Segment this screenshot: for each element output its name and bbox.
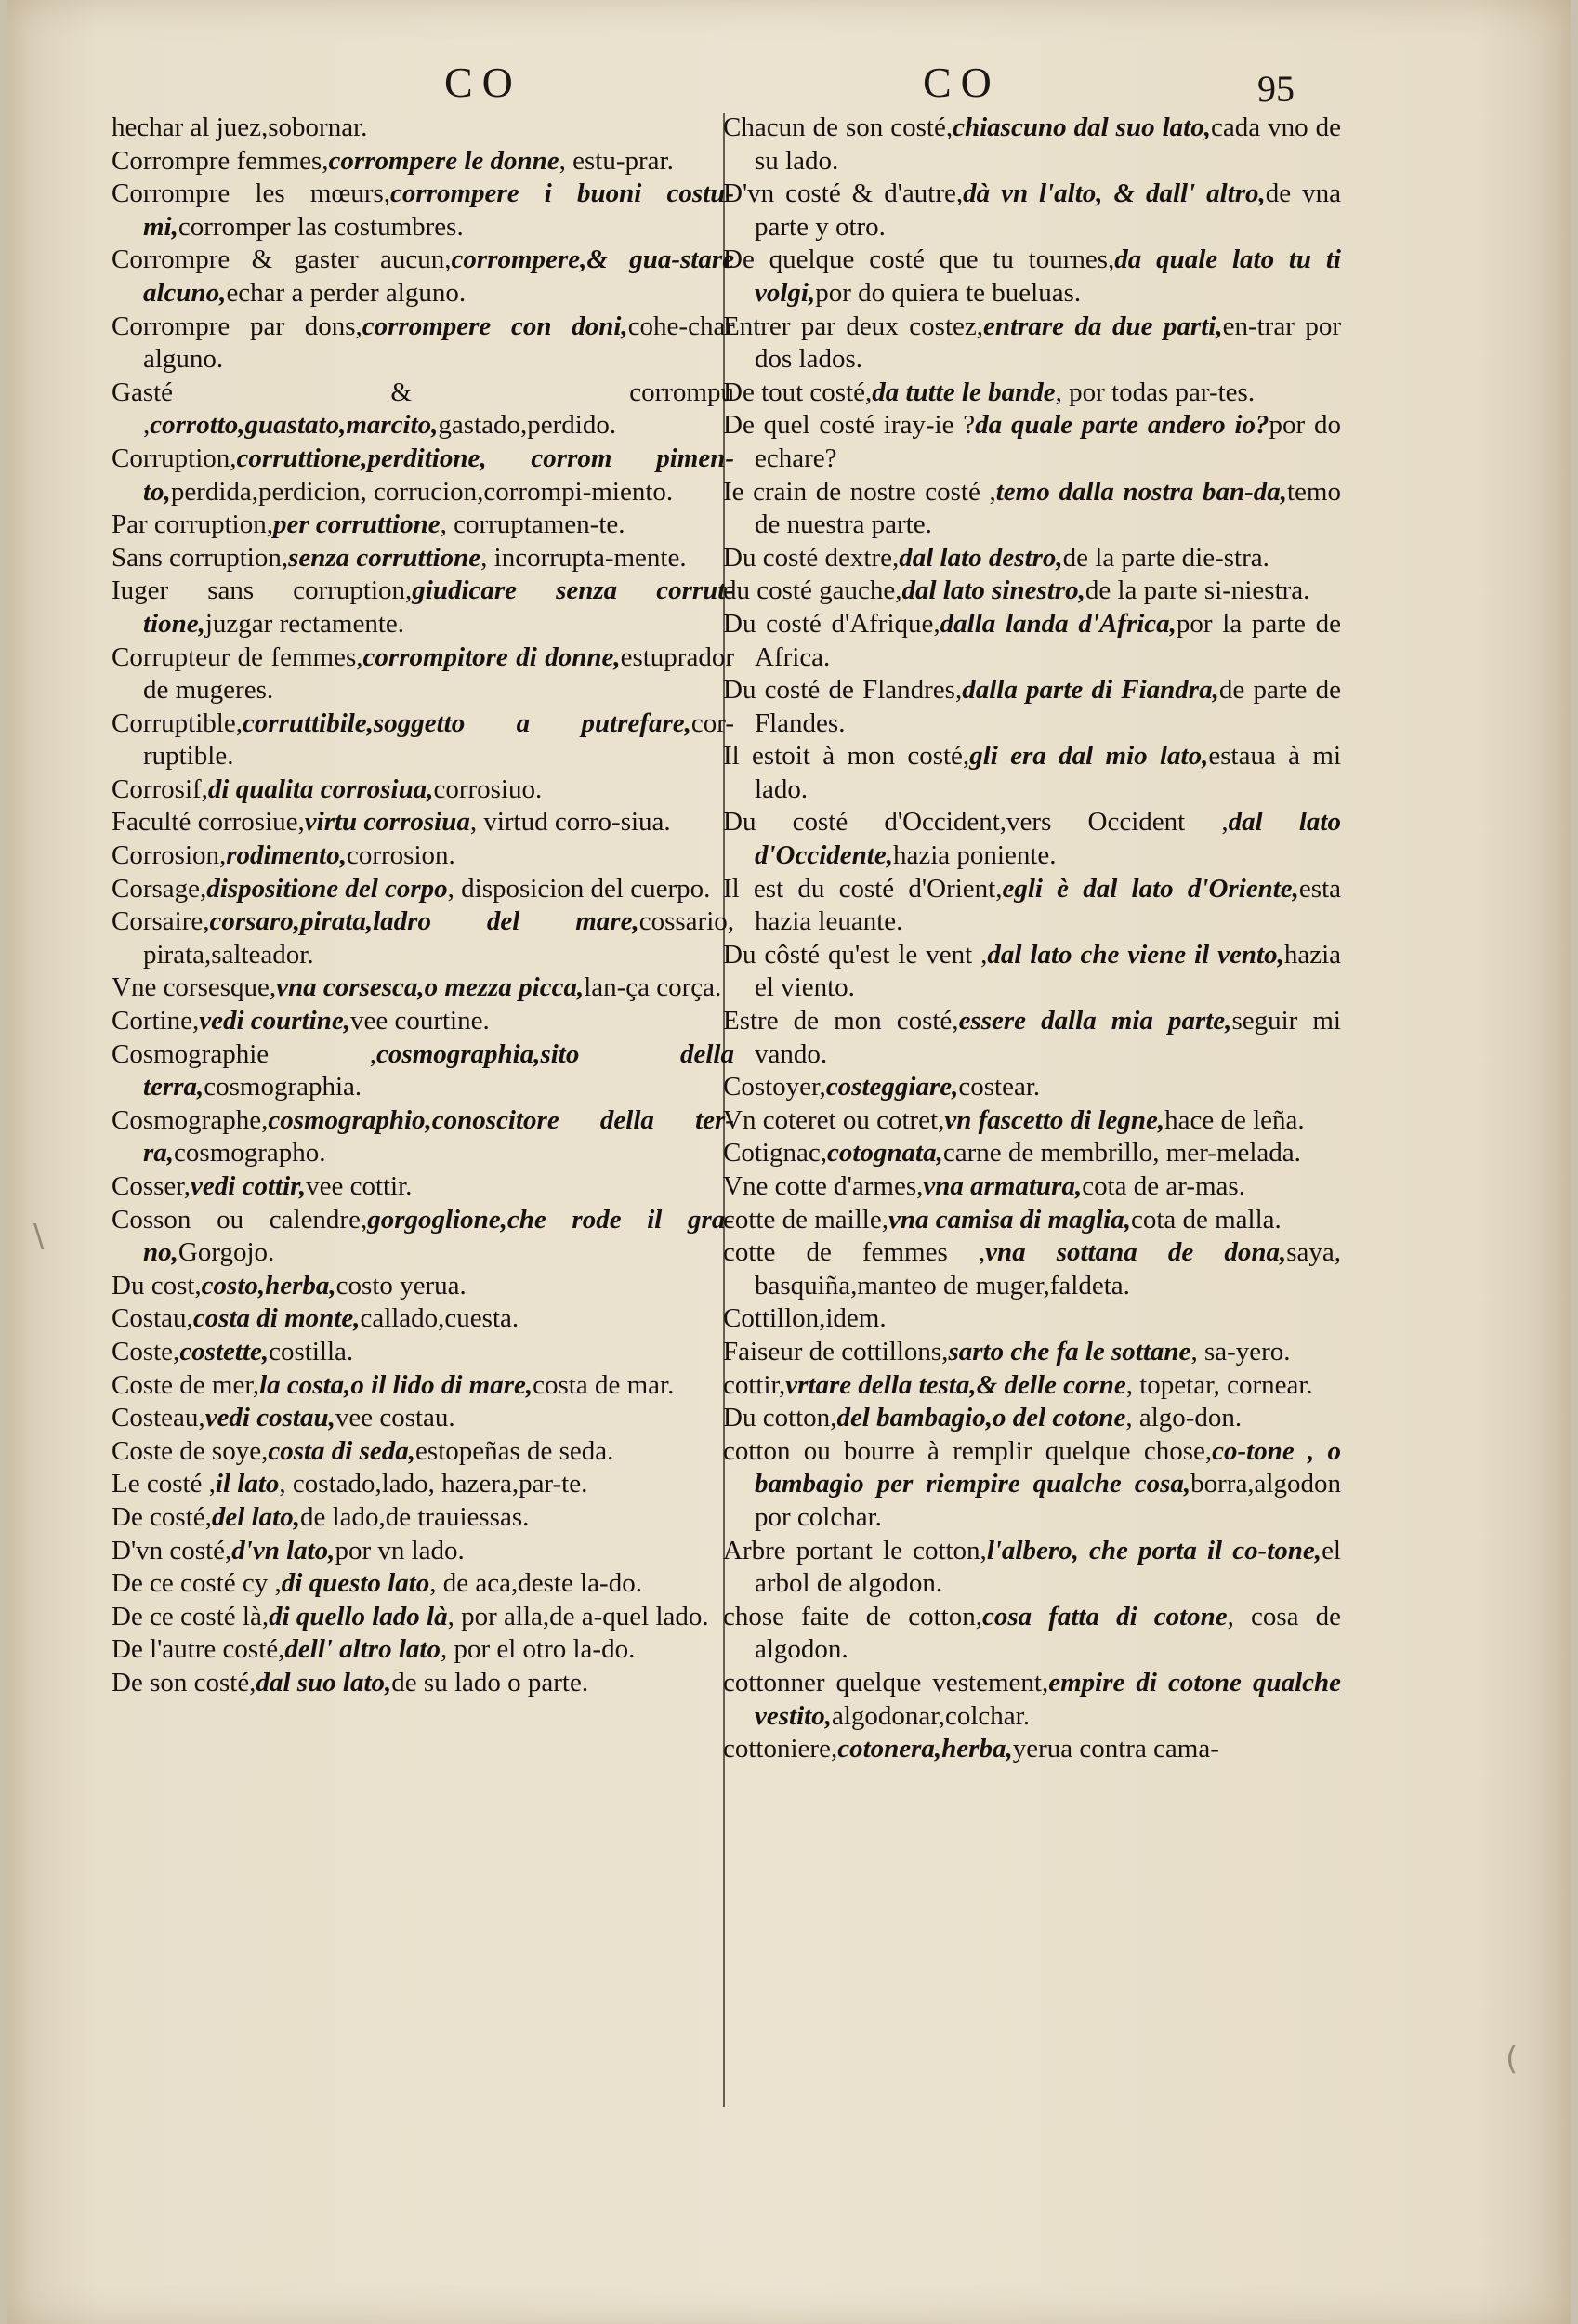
italian-translation: entrare da due parti,	[983, 310, 1223, 341]
dictionary-entry	[112, 1005, 734, 1038]
dictionary-entry	[723, 608, 1341, 674]
spanish-translation: , topetar, cornear.	[1125, 1369, 1313, 1400]
french-term: Corrompre & gaster aucun,	[112, 244, 452, 275]
spanish-translation: cada vno de su lado.	[755, 112, 1341, 176]
italian-translation: costette,	[179, 1336, 270, 1367]
dictionary-entry	[112, 1633, 734, 1667]
french-term: Cotignac,	[723, 1138, 827, 1169]
spanish-translation: , por alla,de a-quel lado.	[447, 1601, 709, 1631]
dictionary-entry	[112, 1435, 734, 1469]
dictionary-entry	[723, 1204, 1341, 1237]
italian-translation: da quale lato tu ti volgi,	[755, 244, 1341, 308]
spanish-translation: , cosa de algodon.	[755, 1601, 1341, 1665]
french-term: cotte de femmes ,	[723, 1237, 986, 1268]
dictionary-entry	[723, 112, 1341, 178]
italian-translation: di qualita corrosiua,	[207, 773, 434, 804]
italian-translation: corruttione,perditione, corrom pimen-to,	[143, 442, 734, 507]
spanish-translation: saya, basquiña,manteo de muger,faldeta.	[755, 1237, 1341, 1301]
page-number: 95	[1257, 68, 1295, 110]
french-term: Ie crain de nostre costé ,	[723, 476, 996, 507]
spanish-translation: , sa-yero.	[1190, 1336, 1291, 1367]
spanish-translation: de la parte si-niestra.	[1085, 575, 1310, 606]
dictionary-entry	[723, 1137, 1341, 1170]
dictionary-entry	[723, 1302, 1341, 1336]
italian-translation: dal suo lato,	[256, 1667, 392, 1697]
dictionary-entry	[112, 1667, 734, 1700]
book-page	[7, 0, 1571, 2324]
spanish-translation: cosmographia.	[204, 1072, 362, 1103]
italian-translation: cotonera,herba,	[837, 1734, 1013, 1764]
spanish-translation: perdida,perdicion, corrucion,corrompi-miento.	[170, 476, 674, 507]
french-term: D'vn costé & d'autre,	[723, 178, 964, 209]
spanish-translation: el arbol de algodon.	[755, 1535, 1341, 1599]
french-term: Costau,	[112, 1303, 193, 1334]
italian-translation: corsaro,pirata,ladro del mare,	[209, 906, 639, 937]
french-term: De l'autre costé,	[112, 1634, 285, 1665]
dictionary-entry	[112, 641, 734, 707]
french-term: Cortine,	[112, 1006, 200, 1037]
italian-translation: senza corruttione	[288, 542, 481, 573]
dictionary-entry	[112, 1204, 734, 1270]
italian-translation: dal lato che viene il vento,	[987, 939, 1284, 970]
french-term: Du cost,	[112, 1270, 202, 1301]
dictionary-entry	[112, 310, 734, 376]
dictionary-entry	[723, 1435, 1341, 1535]
spanish-translation: seguir mi vando.	[755, 1006, 1341, 1069]
dictionary-entry	[723, 1601, 1341, 1667]
french-term: Faculté corrosiue,	[112, 807, 305, 838]
french-term: Faiseur de cottillons,	[723, 1336, 949, 1367]
italian-translation: dal lato d'Occidente,	[755, 807, 1341, 871]
dictionary-entry	[723, 376, 1341, 410]
spanish-translation: esta hazia leuante.	[755, 873, 1341, 937]
spanish-translation: yerua contra cama-	[1012, 1734, 1219, 1764]
italian-translation: gli era dal mio lato,	[969, 741, 1209, 772]
spanish-translation: costa de mar.	[533, 1369, 675, 1400]
italian-translation: del bambagio,o del cotone	[836, 1403, 1126, 1433]
french-term: Corrupteur de femmes,	[112, 641, 363, 672]
italian-translation: dispositione del corpo	[206, 873, 448, 904]
spanish-translation: carne de membrillo, mer-melada.	[942, 1138, 1301, 1169]
dictionary-entry	[723, 740, 1341, 806]
french-term: De costé,	[112, 1501, 212, 1532]
italian-translation: vedi courtine,	[199, 1006, 350, 1037]
italian-translation: chiascuno dal suo lato,	[953, 112, 1211, 142]
italian-translation: la costa,o il lido di mare,	[259, 1369, 533, 1400]
dictionary-entry	[723, 310, 1341, 376]
french-term: Corrompre par dons,	[112, 310, 362, 341]
spanish-translation: gastado,perdido.	[438, 410, 617, 441]
french-term: Le costé ,	[112, 1469, 216, 1499]
italian-translation: corrompere con doni,	[362, 310, 628, 341]
dictionary-entry	[112, 1601, 734, 1634]
dictionary-entry	[723, 1104, 1341, 1138]
french-term: Corrompre femmes,	[112, 145, 329, 176]
italian-translation: cosmographio,conoscitore della ter-ra,	[143, 1104, 734, 1169]
dictionary-entry	[112, 905, 734, 971]
italian-translation: d'vn lato,	[231, 1535, 335, 1565]
dictionary-entry	[723, 244, 1341, 310]
spanish-translation: , corruptamen-te.	[440, 509, 625, 540]
italian-translation: virtu corrosiua	[304, 807, 470, 838]
french-term: Cosmographie ,	[112, 1038, 377, 1069]
spanish-translation: hazia poniente.	[892, 840, 1057, 871]
dictionary-entry	[112, 1402, 734, 1435]
french-term: Cosser,	[112, 1171, 191, 1201]
french-term: du costé gauche,	[723, 575, 902, 606]
dictionary-entry	[112, 707, 734, 773]
italian-translation: co-tone , o bambagio per riempire qualche cosa,	[755, 1435, 1341, 1499]
french-term: De son costé,	[112, 1667, 256, 1697]
dictionary-entry	[112, 178, 734, 244]
dictionary-entry	[723, 1402, 1341, 1435]
italian-translation: rodimento,	[226, 840, 347, 871]
dictionary-entry	[723, 1535, 1341, 1601]
dictionary-entry	[723, 1071, 1341, 1104]
spanish-translation: cor-ruptible.	[143, 707, 734, 772]
spanish-translation: , disposicion del cuerpo.	[447, 873, 711, 904]
dictionary-entry	[112, 1369, 734, 1403]
spanish-translation: de parte de Flandes.	[755, 675, 1341, 738]
french-term: Corrosion,	[112, 840, 227, 871]
french-term: Cosmographe,	[112, 1104, 269, 1135]
dictionary-entry	[112, 1567, 734, 1601]
french-term: Du côsté qu'est le vent ,	[723, 939, 988, 970]
french-term: De tout costé,	[723, 376, 873, 407]
french-term: cottoniere,	[723, 1734, 838, 1764]
dictionary-entry	[723, 806, 1341, 872]
spanish-translation: , por todas par-tes.	[1055, 376, 1256, 407]
dictionary-entry	[112, 442, 734, 508]
italian-translation: egli è dal lato d'Oriente,	[1002, 873, 1299, 904]
margin-mark-right: (	[1506, 2040, 1519, 2078]
spanish-translation: borra,algodon por colchar.	[755, 1469, 1341, 1532]
dictionary-entry	[723, 409, 1341, 475]
italian-translation: dal lato destro,	[899, 542, 1063, 573]
italian-translation: gorgoglione,che rode il gra-no,	[143, 1204, 734, 1268]
french-term: Iuger sans corruption,	[112, 575, 413, 606]
french-term: Du costé d'Occident,vers Occident ,	[723, 807, 1229, 838]
french-term: Par corruption,	[112, 509, 273, 540]
dictionary-entry	[723, 574, 1341, 608]
italian-translation: dà vn l'alto, & dall' altro,	[963, 178, 1266, 209]
dictionary-entry	[112, 1535, 734, 1568]
running-header-right: CO	[923, 59, 1001, 106]
french-term: Du costé d'Afrique,	[723, 608, 940, 639]
spanish-translation: costo yerua.	[335, 1270, 467, 1301]
french-term: chose faite de cotton,	[723, 1601, 982, 1631]
french-term: Corruption,	[112, 442, 237, 473]
spanish-translation: echar a perder alguno.	[226, 277, 467, 308]
italian-translation: essere dalla mia parte,	[958, 1006, 1232, 1037]
dictionary-entry	[723, 1236, 1341, 1302]
french-term: Entrer par deux costez,	[723, 310, 983, 341]
dictionary-entry	[723, 1336, 1341, 1369]
italian-translation: corrompitore di donne,	[362, 641, 621, 672]
italian-translation: vedi costau,	[204, 1403, 335, 1433]
spanish-translation: cota de malla.	[1130, 1204, 1282, 1235]
french-term: De quelque costé que tu tournes,	[723, 244, 1115, 275]
spanish-translation: estaua à mi lado.	[755, 741, 1342, 804]
spanish-translation: vee cottir.	[306, 1171, 413, 1201]
margin-mark-left: \	[33, 1218, 45, 1255]
spanish-translation: por la parte de Africa.	[755, 608, 1341, 672]
dictionary-entry	[112, 1302, 734, 1336]
italian-translation: dal lato sinestro,	[901, 575, 1085, 606]
italian-translation: corrompere,& gua-stare alcuno,	[143, 244, 735, 308]
spanish-translation: costilla.	[269, 1336, 354, 1367]
french-term: Du costé dextre,	[723, 542, 900, 573]
italian-translation: cosa fatta di cotone	[981, 1601, 1228, 1631]
dictionary-entry	[112, 1336, 734, 1369]
spanish-translation: lan-ça corça.	[584, 972, 722, 1003]
spanish-translation: , costado,lado, hazera,par-te.	[279, 1469, 588, 1499]
dictionary-entry	[112, 508, 734, 542]
french-term: Vne cotte d'armes,	[723, 1171, 924, 1201]
spanish-translation: estuprador de mugeres.	[143, 641, 734, 706]
spanish-translation: , estu-prar.	[559, 145, 674, 176]
italian-translation: dalla parte di Fiandra,	[962, 675, 1219, 706]
spanish-translation: , algo-don.	[1125, 1403, 1243, 1433]
french-term: Gasté & corrompu ,	[112, 376, 734, 441]
french-term: Corruptible,	[112, 707, 243, 738]
right-column	[723, 112, 1341, 1766]
italian-translation: del lato,	[211, 1501, 300, 1532]
italian-translation: vedi cottir,	[191, 1171, 307, 1201]
italian-translation: per corruttione	[272, 509, 441, 540]
dictionary-entry	[112, 1501, 734, 1535]
french-term: cottonner quelque vestement,	[723, 1667, 1049, 1697]
italian-translation: empire di cotone qualche vestito,	[755, 1667, 1342, 1731]
spanish-translation: corrosion.	[346, 840, 455, 871]
french-term: Costoyer,	[723, 1072, 826, 1103]
italian-translation: cotognata,	[826, 1138, 943, 1169]
french-term: Cosson ou calendre,	[112, 1204, 368, 1235]
italian-translation: cosmographia,sito della terra,	[143, 1038, 734, 1103]
dictionary-entry	[112, 112, 734, 145]
dictionary-entry	[723, 1005, 1341, 1071]
dictionary-entry	[112, 1104, 734, 1170]
french-term: Cottillon,idem.	[723, 1303, 887, 1334]
italian-translation: costo,herba,	[201, 1270, 336, 1301]
spanish-translation: Gorgojo.	[178, 1237, 275, 1268]
dictionary-entry	[723, 1667, 1341, 1733]
italian-translation: giudicare senza corrut-tione,	[143, 575, 734, 639]
french-term: De ce costé là,	[112, 1601, 270, 1631]
french-term: Corrompre les mœurs,	[112, 178, 391, 209]
french-term: Vne corsesque,	[112, 972, 277, 1003]
italian-translation: il lato	[215, 1469, 280, 1499]
french-term: Corrosif,	[112, 773, 208, 804]
french-term: Du cotton,	[723, 1403, 837, 1433]
french-term: Costeau,	[112, 1403, 205, 1433]
italian-translation: corrompere i buoni costu-mi,	[143, 178, 734, 242]
french-term: Il est du costé d'Orient,	[723, 873, 1003, 904]
italian-translation: dalla landa d'Africa,	[940, 608, 1177, 639]
french-term: Estre de mon costé,	[723, 1006, 959, 1037]
italian-translation: dell' altro lato	[284, 1634, 441, 1665]
italian-translation: costa di seda,	[268, 1435, 416, 1466]
italian-translation: da quale parte andero io?	[975, 410, 1269, 441]
french-term: Sans corruption,	[112, 542, 289, 573]
spanish-translation: , de aca,deste la-do.	[429, 1568, 642, 1599]
italian-translation: vna corsesca,o mezza picca,	[276, 972, 585, 1003]
spanish-translation: vee costau.	[335, 1403, 455, 1433]
spanish-translation: algodonar,colchar.	[831, 1700, 1030, 1731]
spanish-translation: corromper las costumbres.	[178, 211, 464, 242]
dictionary-entry	[723, 674, 1341, 740]
spanish-translation: costear.	[958, 1072, 1041, 1103]
italian-translation: vna camisa di maglia,	[888, 1204, 1131, 1235]
italian-translation: vrtare della testa,& delle corne	[785, 1369, 1126, 1400]
french-term: Coste de mer,	[112, 1369, 260, 1400]
italian-translation: di quello lado là	[269, 1601, 448, 1631]
french-term: hechar al juez,sobornar.	[112, 112, 368, 142]
italian-translation: costa di monte,	[192, 1303, 361, 1334]
italian-translation: sarto che fa le sottane	[948, 1336, 1191, 1367]
spanish-translation: por do quiera te bueluas.	[815, 277, 1082, 308]
french-term: cotte de maille,	[723, 1204, 888, 1235]
dictionary-entry	[112, 376, 734, 442]
italian-translation: vna armatura,	[923, 1171, 1083, 1201]
french-term: Corsage,	[112, 873, 207, 904]
dictionary-entry	[723, 542, 1341, 575]
dictionary-entry	[112, 145, 734, 178]
spanish-translation: cohe-char alguno.	[143, 310, 734, 375]
spanish-translation: de la parte die-stra.	[1062, 542, 1269, 573]
french-term: De quel costé iray-ie ?	[723, 410, 976, 441]
french-term: Coste,	[112, 1336, 180, 1367]
italian-translation: l'albero, che porta il co-tone,	[986, 1535, 1322, 1565]
running-header-left: CO	[444, 59, 522, 106]
dictionary-entry	[112, 806, 734, 839]
dictionary-entry	[723, 1369, 1341, 1403]
dictionary-entry	[112, 971, 734, 1005]
dictionary-entry	[723, 476, 1341, 542]
spanish-translation: estopeñas de seda.	[415, 1435, 614, 1466]
italian-translation: corruttibile,soggetto a putrefare,	[242, 707, 691, 738]
spanish-translation: por vn lado.	[335, 1535, 465, 1565]
spanish-translation: de vna parte y otro.	[755, 178, 1342, 242]
spanish-translation: de lado,de trauiessas.	[299, 1501, 530, 1532]
italian-translation: costeggiare,	[825, 1072, 959, 1103]
dictionary-entry	[723, 178, 1341, 244]
french-term: Du costé de Flandres,	[723, 675, 963, 706]
spanish-translation: por do echare?	[755, 410, 1341, 473]
dictionary-entry	[112, 1468, 734, 1501]
french-term: cottir,	[723, 1369, 786, 1400]
italian-translation: corrotto,guastato,marcito,	[150, 410, 439, 441]
italian-translation: da tutte le bande	[872, 376, 1056, 407]
french-term: Il estoit à mon costé,	[723, 741, 970, 772]
dictionary-entry	[112, 773, 734, 807]
spanish-translation: cossario, pirata,salteador.	[143, 906, 734, 970]
spanish-translation: juzgar rectamente.	[204, 608, 405, 639]
french-term: Chacun de son costé,	[723, 112, 953, 142]
left-column	[112, 112, 734, 1700]
spanish-translation: en-trar por dos lados.	[755, 310, 1341, 375]
spanish-translation: corrosiuo.	[433, 773, 543, 804]
dictionary-entry	[723, 939, 1341, 1005]
spanish-translation: callado,cuesta.	[360, 1303, 519, 1334]
italian-translation: temo dalla nostra ban-da,	[995, 476, 1287, 507]
spanish-translation: de su lado o parte.	[391, 1667, 589, 1697]
dictionary-entry	[112, 244, 734, 310]
italian-translation: vna sottana de dona,	[985, 1237, 1287, 1268]
dictionary-entry	[112, 542, 734, 575]
french-term: Corsaire,	[112, 906, 210, 937]
dictionary-entry	[112, 1270, 734, 1303]
dictionary-entry	[723, 1733, 1341, 1766]
french-term: Vn coteret ou cotret,	[723, 1104, 945, 1135]
spanish-translation: hazia el viento.	[755, 939, 1342, 1003]
dictionary-entry	[112, 839, 734, 873]
italian-translation: di questo lato	[281, 1568, 430, 1599]
spanish-translation: , por el otro la-do.	[440, 1634, 636, 1665]
spanish-translation: , incorrupta-mente.	[480, 542, 687, 573]
dictionary-entry	[723, 1170, 1341, 1204]
spanish-translation: temo de nuestra parte.	[755, 476, 1341, 540]
dictionary-entry	[112, 1038, 734, 1104]
french-term: cotton ou bourre à remplir quelque chose,	[723, 1435, 1213, 1466]
italian-translation: vn fascetto di legne,	[944, 1104, 1165, 1135]
spanish-translation: hace de leña.	[1164, 1104, 1305, 1135]
spanish-translation: , virtud corro-siua.	[469, 807, 671, 838]
spanish-translation: vee courtine.	[349, 1006, 490, 1037]
french-term: D'vn costé,	[112, 1535, 232, 1565]
french-term: Arbre portant le cotton,	[723, 1535, 987, 1565]
italian-translation: corrompere le donne	[328, 145, 559, 176]
dictionary-entry	[112, 1170, 734, 1204]
french-term: De ce costé cy ,	[112, 1568, 282, 1599]
spanish-translation: cosmographo.	[174, 1138, 326, 1169]
spanish-translation: cota de ar-mas.	[1082, 1171, 1245, 1201]
dictionary-entry	[112, 574, 734, 640]
dictionary-entry	[112, 873, 734, 906]
dictionary-entry	[723, 873, 1341, 939]
french-term: Coste de soye,	[112, 1435, 269, 1466]
